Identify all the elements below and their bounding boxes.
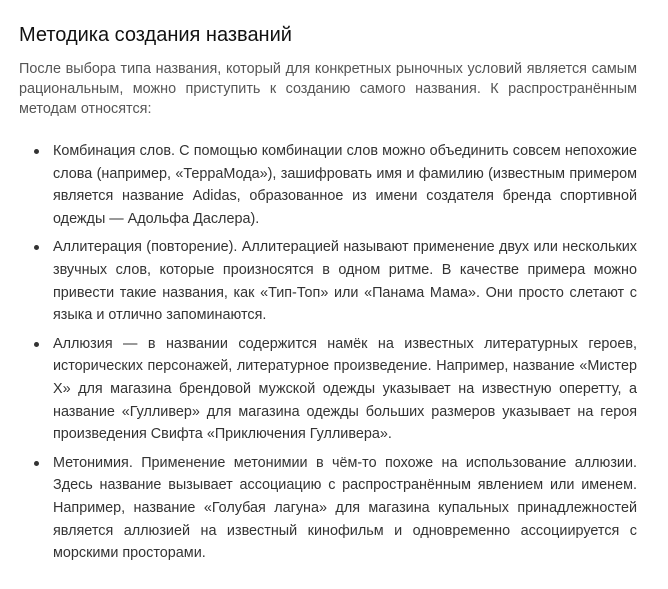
list-item-text: Аллитерация (повторение). Аллитерацией называют применение двух или нескольких звучных слов, которые произносятся в одном ритме. В качестве примера можно привести такие названия, как «Тип-Топ» или «Панама Мама». Они просто слетают с языка и отлично запоминаются.	[53, 239, 637, 324]
list-item-text: Аллюзия — в названии содержится намёк на известных литературных героев, исторических персонажей, литературное произведение. Например, название «Мистер Х» для магазина брендовой мужской одежды указывает на известную оперетту, а название «Гулливер» для магазина одежды больших размеров указывает на героя произведения Свифта «Приключения Гулливера».	[53, 335, 637, 443]
article-title: Методика создания названий	[19, 24, 292, 46]
list-item	[19, 452, 637, 565]
bullet-icon	[34, 245, 39, 250]
list-item-text: Комбинация слов. С помощью комбинации слов можно объединить совсем непохожие слова (например, «ТерраМода»), зашифровать имя и фамилию (известным примером является название Adidas, образованное из имени создателя бренда спортивной одежды — Адольфа Даслера).	[53, 143, 637, 227]
bullet-icon	[34, 149, 39, 154]
list-item	[19, 333, 637, 446]
bullet-icon	[34, 342, 39, 347]
methods-list	[19, 140, 637, 565]
list-item-text: Метонимия. Применение метонимии в чём-то похоже на использование аллюзии. Здесь название вызывает ассоциацию с распространённым явлением или именем. Например, название «Голубая лагуна» для магазина купальных принадлежностей является аллюзией на известный кинофильм и одновременно ассоциируется с морскими просторами.	[53, 454, 637, 562]
list-item	[19, 236, 637, 326]
article	[19, 22, 637, 571]
article-intro: После выбора типа названия, который для конкретных рыночных условий является самым рациональным, можно приступить к созданию самого названия. К распространённым методам относятся:	[19, 61, 637, 117]
list-item	[19, 140, 637, 230]
bullet-icon	[34, 461, 39, 466]
